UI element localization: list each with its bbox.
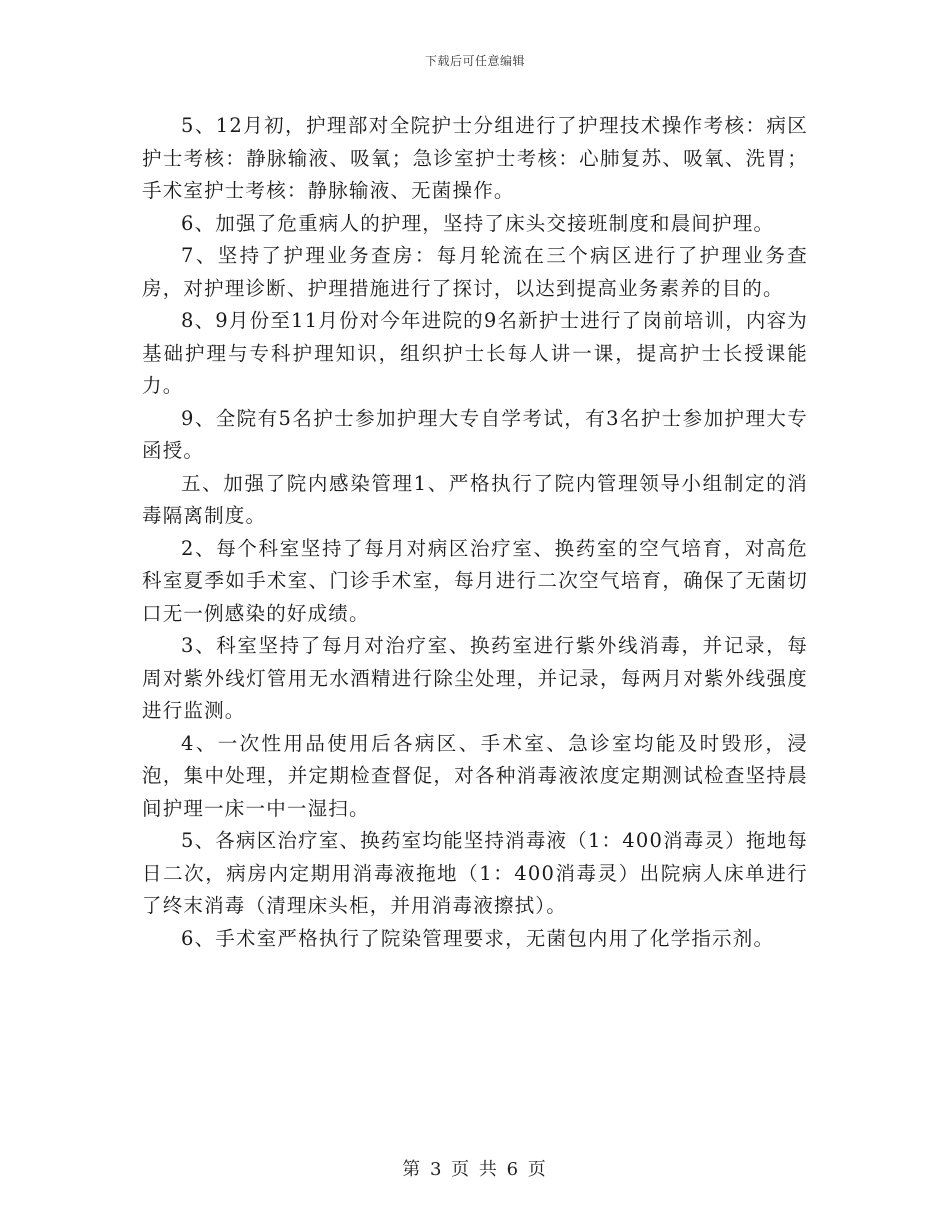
paragraph-operating-room: 6、手术室严格执行了院染管理要求，无菌包内用了化学指示剂。 (181, 926, 775, 950)
paragraph-infection-management: 五、加强了院内感染管理1、严格执行了院内管理领导小组制定的消毒隔离制度。 (142, 471, 808, 527)
paragraph-self-study-exam: 9、全院有5名护士参加护理大专自学考试，有3名护士参加护理大专函授。 (142, 406, 808, 462)
paragraph-uv-disinfection: 3、科室坚持了每月对治疗室、换药室进行紫外线消毒，并记录，每周对紫外线灯管用无水酒精进行除尘处理，并记录，每两月对紫外线强度进行监测。 (142, 634, 808, 722)
paragraph-ward-rounds: 7、坚持了护理业务查房：每月轮流在三个病区进行了护理业务查房，对护理诊断、护理措施进行了探讨，以达到提高业务素养的目的。 (142, 244, 808, 300)
paragraph-nursing-skill-assessment: 5、12月初，护理部对全院护士分组进行了护理技术操作考核：病区护士考核：静脉输液、吸氧；急诊室护士考核：心肺复苏、吸氧、洗胃；手术室护士考核：静脉输液、无菌操作。 (142, 114, 808, 202)
paragraph-disposable-items: 4、一次性用品使用后各病区、手术室、急诊室均能及时毁形，浸泡，集中处理，并定期检查督促，对各种消毒液浓度定期测试检查坚持晨间护理一床一中一湿扫。 (142, 731, 808, 820)
header-note: 下载后可任意编辑 (424, 54, 525, 68)
paragraph-floor-disinfection: 5、各病区治疗室、换药室均能坚持消毒液（1：400消毒灵）拖地每日二次，病房内定期用消毒液拖地（1：400消毒灵）出院病人床单进行了终末消毒（清理床头柜，并用消毒液擦拭）。 (142, 829, 808, 917)
paragraph-air-culture: 2、每个科室坚持了每月对病区治疗室、换药室的空气培育，对高危科室夏季如手术室、门诊手术室，每月进行二次空气培育，确保了无菌切口无一例感染的好成绩。 (142, 536, 808, 625)
paragraph-critical-patient-care: 6、加强了危重病人的护理，坚持了床头交接班制度和晨间护理。 (181, 211, 775, 235)
page-number: 第 3 页 共 6 页 (402, 1159, 548, 1180)
document-body (142, 110, 808, 955)
paragraph-new-nurse-training: 8、9月份至11月份对今年进院的9名新护士进行了岗前培训，内容为基础护理与专科护理知识，组织护士长每人讲一课，提高护士长授课能力。 (142, 309, 808, 397)
